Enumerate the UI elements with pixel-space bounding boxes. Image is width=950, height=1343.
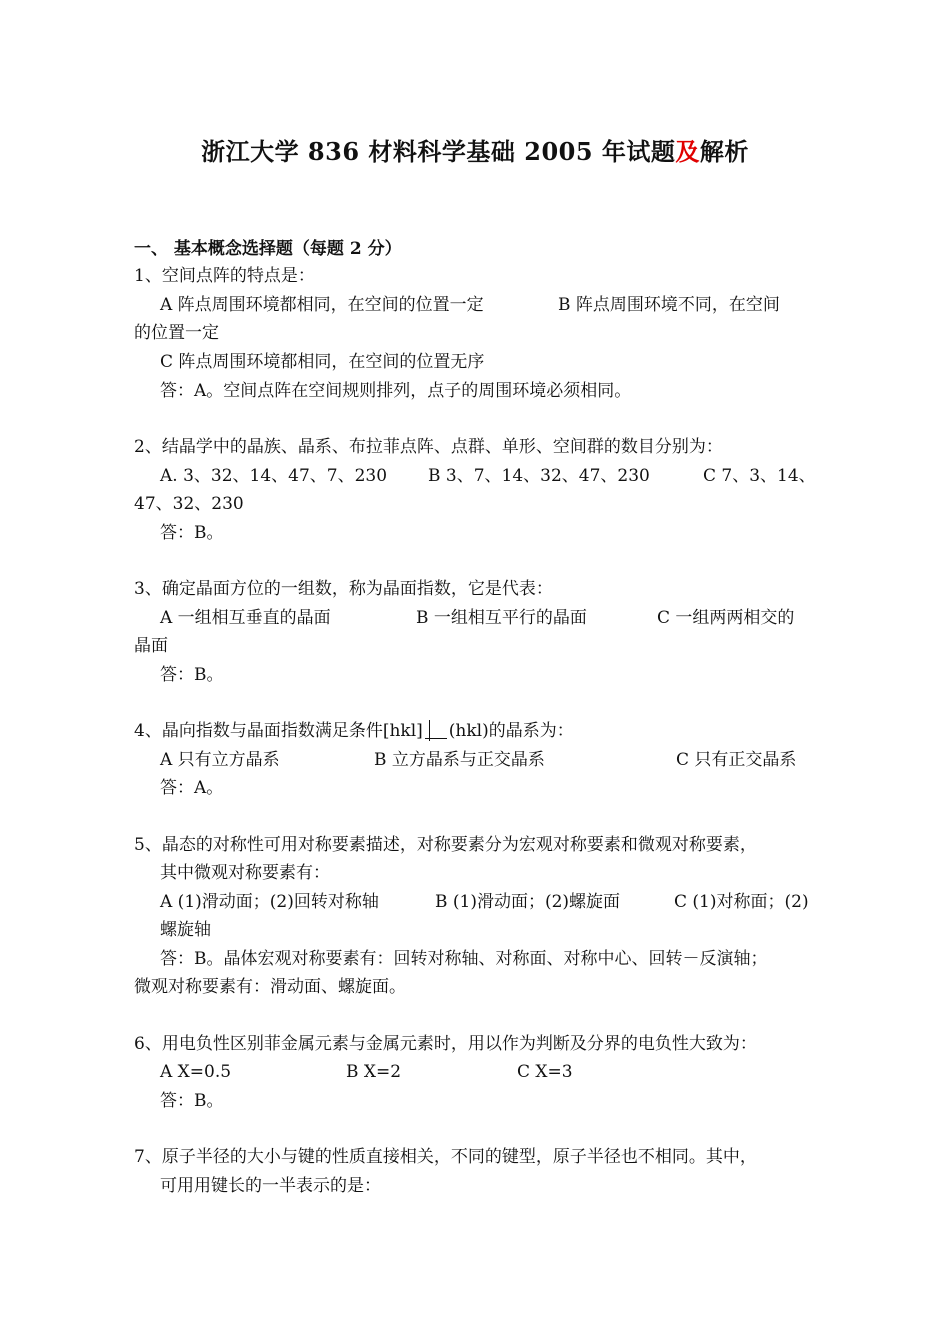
q2-option-c: C 7、3、14、 xyxy=(703,466,816,486)
q4-answer: 答：A。 xyxy=(160,778,224,798)
title-red-char: 及 xyxy=(675,137,700,166)
q4-option-a: A 只有立方晶系 xyxy=(160,750,280,770)
q1-option-a: A 阵点周围环境都相同，在空间的位置一定 xyxy=(160,295,484,315)
q1-option-b-cont: 的位置一定 xyxy=(134,323,219,343)
q5-stem: 5、晶态的对称性可用对称要素描述，对称要素分为宏观对称要素和微观对称要素， xyxy=(134,835,757,855)
q2-option-a: A. 3、32、14、47、7、230 xyxy=(160,466,388,486)
section-heading: 一、 基本概念选择题（每题 2 分） xyxy=(134,239,402,259)
q6-option-c: C X=3 xyxy=(517,1062,573,1082)
q3-option-c-cont: 晶面 xyxy=(134,636,168,656)
q5-answer-cont: 微观对称要素有：滑动面、螺旋面。 xyxy=(134,977,406,997)
q3-stem: 3、确定晶面方位的一组数，称为晶面指数，它是代表： xyxy=(134,579,553,599)
q6-option-b: B X=2 xyxy=(346,1062,402,1082)
parallel-symbol xyxy=(425,720,447,739)
q2-stem: 2、结晶学中的晶族、晶系、布拉菲点阵、点群、单形、空间群的数目分别为： xyxy=(134,437,723,457)
q3-answer: 答：B。 xyxy=(160,665,224,685)
q5-option-c: C (1)对称面；(2) xyxy=(674,892,809,912)
q2-option-b: B 3、7、14、32、47、230 xyxy=(428,466,650,486)
q5-option-c-cont: 螺旋轴 xyxy=(160,920,211,940)
q5-answer: 答：B。晶体宏观对称要素有：回转对称轴、对称面、对称中心、回转－反演轴； xyxy=(160,949,768,969)
q5-stem-cont: 其中微观对称要素有： xyxy=(160,863,330,883)
document-title xyxy=(0,132,950,167)
q6-answer: 答：B。 xyxy=(160,1091,224,1111)
q1-stem: 1、空间点阵的特点是： xyxy=(134,266,315,286)
q5-option-b: B (1)滑动面；(2)螺旋面 xyxy=(435,892,621,912)
q4-stem-pre: 4、晶向指数与晶面指数满足条件[hkl] xyxy=(134,721,423,741)
q3-option-b: B 一组相互平行的晶面 xyxy=(416,608,587,628)
q5-option-a: A (1)滑动面；(2)回转对称轴 xyxy=(160,892,379,912)
q1-answer: 答：A。空间点阵在空间规则排列，点子的周围环境必须相同。 xyxy=(160,381,632,401)
q4-option-c: C 只有正交晶系 xyxy=(676,750,797,770)
title-main: 浙江大学 836 材料科学基础 2005 年试题 xyxy=(201,137,676,166)
q1-option-b: B 阵点周围环境不同，在空间 xyxy=(558,295,780,315)
q4-stem-post: (hkl)的晶系为： xyxy=(448,721,574,741)
q7-stem-cont: 可用用键长的一半表示的是： xyxy=(160,1176,381,1196)
q4-stem xyxy=(134,717,574,745)
q1-option-c: C 阵点周围环境都相同，在空间的位置无序 xyxy=(160,352,485,372)
q7-stem: 7、原子半径的大小与键的性质直接相关，不同的键型，原子半径也不相同。其中， xyxy=(134,1147,757,1167)
q3-option-a: A 一组相互垂直的晶面 xyxy=(160,608,331,628)
q6-option-a: A X=0.5 xyxy=(160,1062,232,1082)
title-tail: 解析 xyxy=(699,137,749,166)
q3-option-c: C 一组两两相交的 xyxy=(657,608,795,628)
q6-stem: 6、用电负性区别菲金属元素与金属元素时，用以作为判断及分界的电负性大致为： xyxy=(134,1034,757,1054)
q4-option-b: B 立方晶系与正交晶系 xyxy=(374,750,545,770)
q2-option-c-cont: 47、32、230 xyxy=(134,494,244,514)
q2-answer: 答：B。 xyxy=(160,523,224,543)
